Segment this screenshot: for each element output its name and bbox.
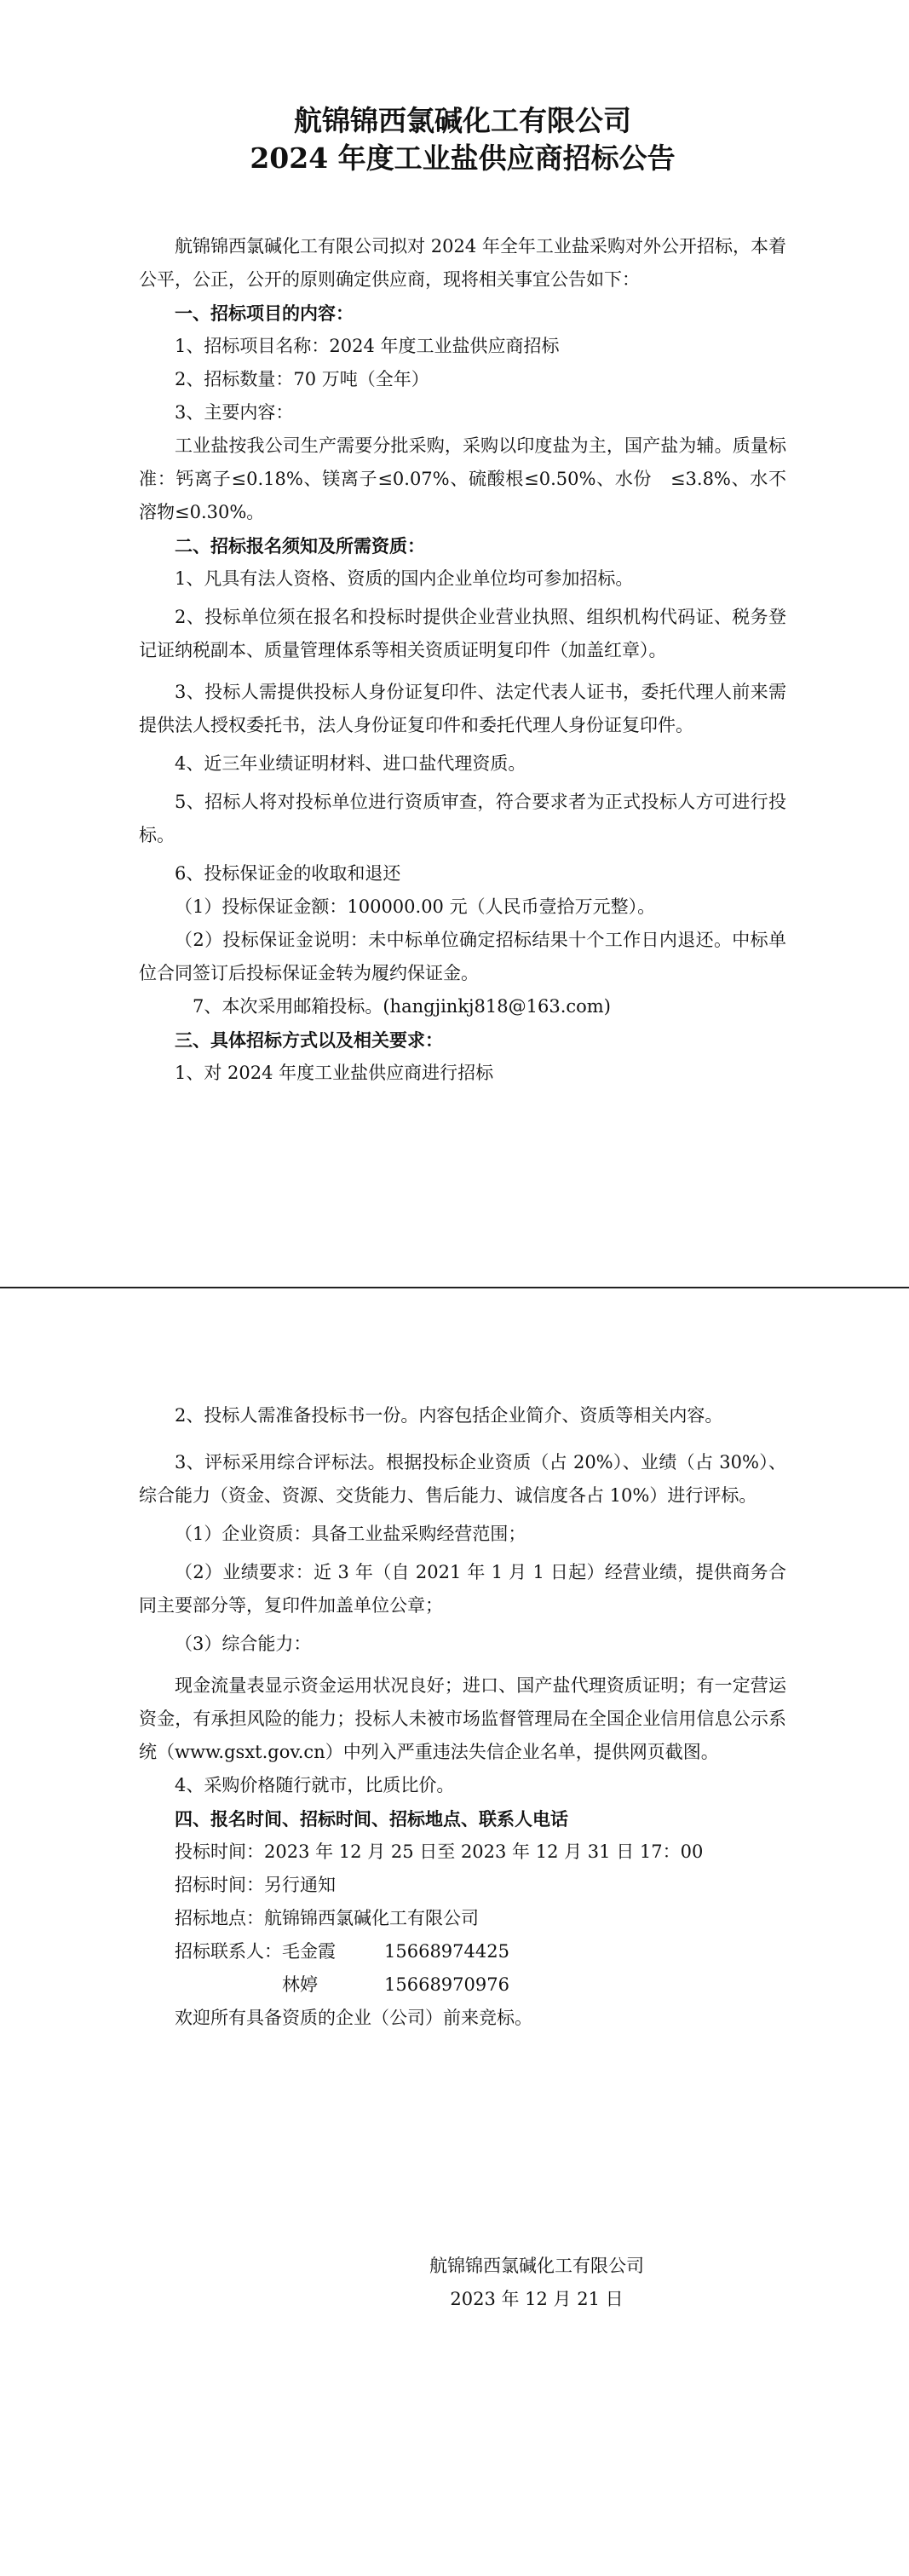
intro-paragraph: 航锦锦西氯碱化工有限公司拟对 2024 年全年工业盐采购对外公开招标，本着公平，公正，公开的原则确定供应商，现将相关事宜公告如下： (139, 236, 786, 290)
s3-item-3: 3、评标采用综合评标法。根据投标企业资质（占 20%）、业绩（占 30%）、综合能力（资金、资源、交货能力、售后能力、诚信度各占 10%）进行评标。 (139, 1452, 786, 1506)
s3-item-4: 4、采购价格随行就市，比质比价。 (175, 1775, 455, 1795)
s1-item-3: 3、主要内容： (175, 402, 294, 423)
s3-item-3-2: （2）业绩要求：近 3 年（自 2021 年 1 月 1 日起）经营业绩，提供商务合同主要部分等，复印件加盖单位公章； (139, 1562, 786, 1616)
s3-item-1: 1、对 2024 年度工业盐供应商进行招标 (175, 1063, 494, 1083)
s3-item-3-3-detail: 现金流量表显示资金运用状况良好；进口、国产盐代理资质证明；有一定营运资金，有承担风险的能力；投标人未被市场监督管理局在全国企业信用信息公示系统（www.gsxt.gov.cn）中列入严重违法失信企业名单，提供网页截图。 (139, 1675, 786, 1762)
title-line-2: 2024 年度工业盐供应商招标公告 (250, 141, 676, 175)
page-1-content (139, 102, 786, 1090)
s2-item-2: 2、投标单位须在报名和投标时提供企业营业执照、组织机构代码证、税务登记证纳税副本、质量管理体系等相关资质证明复印件（加盖红章）。 (139, 607, 786, 660)
section-3-heading: 三、具体招标方式以及相关要求： (175, 1029, 443, 1051)
title-line-1: 航锦锦西氯碱化工有限公司 (294, 104, 631, 137)
s2-item-6: 6、投标保证金的收取和退还 (175, 863, 401, 884)
s2-item-3: 3、投标人需提供投标人身份证复印件、法定代表人证书，委托代理人前来需提供法人授权委托书，法人身份证复印件和委托代理人身份证复印件。 (139, 682, 786, 735)
contact-name-2: 林婷 (282, 1974, 318, 1995)
page-2-content (139, 1399, 786, 2035)
sign-date: 2023 年 12 月 21 日 (450, 2289, 624, 2309)
s2-item-5: 5、招标人将对投标单位进行资质审查，符合要求者为正式投标人方可进行投标。 (139, 792, 786, 845)
s3-item-3-3: （3）综合能力： (175, 1634, 312, 1654)
contact-row-2 (139, 1968, 786, 2002)
s4-welcome: 欢迎所有具备资质的企业（公司）前来竞标。 (175, 2008, 532, 2028)
section-4-heading: 四、报名时间、招标时间、招标地点、联系人电话 (175, 1808, 568, 1830)
s3-item-2: 2、投标人需准备投标书一份。内容包括企业简介、资质等相关内容。 (175, 1405, 723, 1426)
page-1 (0, 0, 909, 1287)
contact-name-1: 毛金霞 (282, 1941, 336, 1962)
signature-block (409, 2250, 664, 2316)
s2-item-7: 7、本次采用邮箱投标。(hangjinkj818@163.com) (193, 996, 611, 1017)
s2-item-1: 1、凡具有法人资格、资质的国内企业单位均可参加招标。 (175, 568, 634, 589)
s1-item-2: 2、招标数量：70 万吨（全年） (175, 369, 429, 389)
contact-row-1 (139, 1935, 786, 1968)
s4-place: 招标地点：航锦锦西氯碱化工有限公司 (175, 1908, 479, 1928)
s2-item-4: 4、近三年业绩证明材料、进口盐代理资质。 (175, 753, 526, 774)
s2-item-6-1: （1）投标保证金额：100000.00 元（人民币壹拾万元整）。 (175, 896, 656, 917)
contact-label: 招标联系人： (175, 1941, 282, 1962)
page-2 (0, 1288, 909, 2576)
s1-item-1: 1、招标项目名称：2024 年度工业盐供应商招标 (175, 336, 560, 356)
s1-item-3-detail: 工业盐按我公司生产需要分批采购，采购以印度盐为主，国产盐为辅。质量标准：钙离子≤0.18%、镁离子≤0.07%、硫酸根≤0.50%、水份 ≤3.8%、水不溶物≤0.30%。 (139, 435, 786, 522)
section-2-heading: 二、招标报名须知及所需资质： (175, 535, 425, 556)
sign-company: 航锦锦西氯碱化工有限公司 (429, 2256, 644, 2276)
s4-tender-time: 招标时间：另行通知 (175, 1875, 336, 1895)
section-1-heading: 一、招标项目的内容： (175, 303, 354, 324)
s4-bid-time: 投标时间：2023 年 12 月 25 日至 2023 年 12 月 31 日 17：00 (175, 1841, 704, 1862)
contact-phone-1: 15668974425 (384, 1941, 509, 1962)
contact-phone-2: 15668970976 (384, 1974, 509, 1995)
s3-item-3-1: （1）企业资质：具备工业盐采购经营范围； (175, 1524, 526, 1544)
s2-item-6-2: （2）投标保证金说明：未中标单位确定招标结果十个工作日内退还。中标单位合同签订后投标保证金转为履约保证金。 (139, 930, 786, 983)
